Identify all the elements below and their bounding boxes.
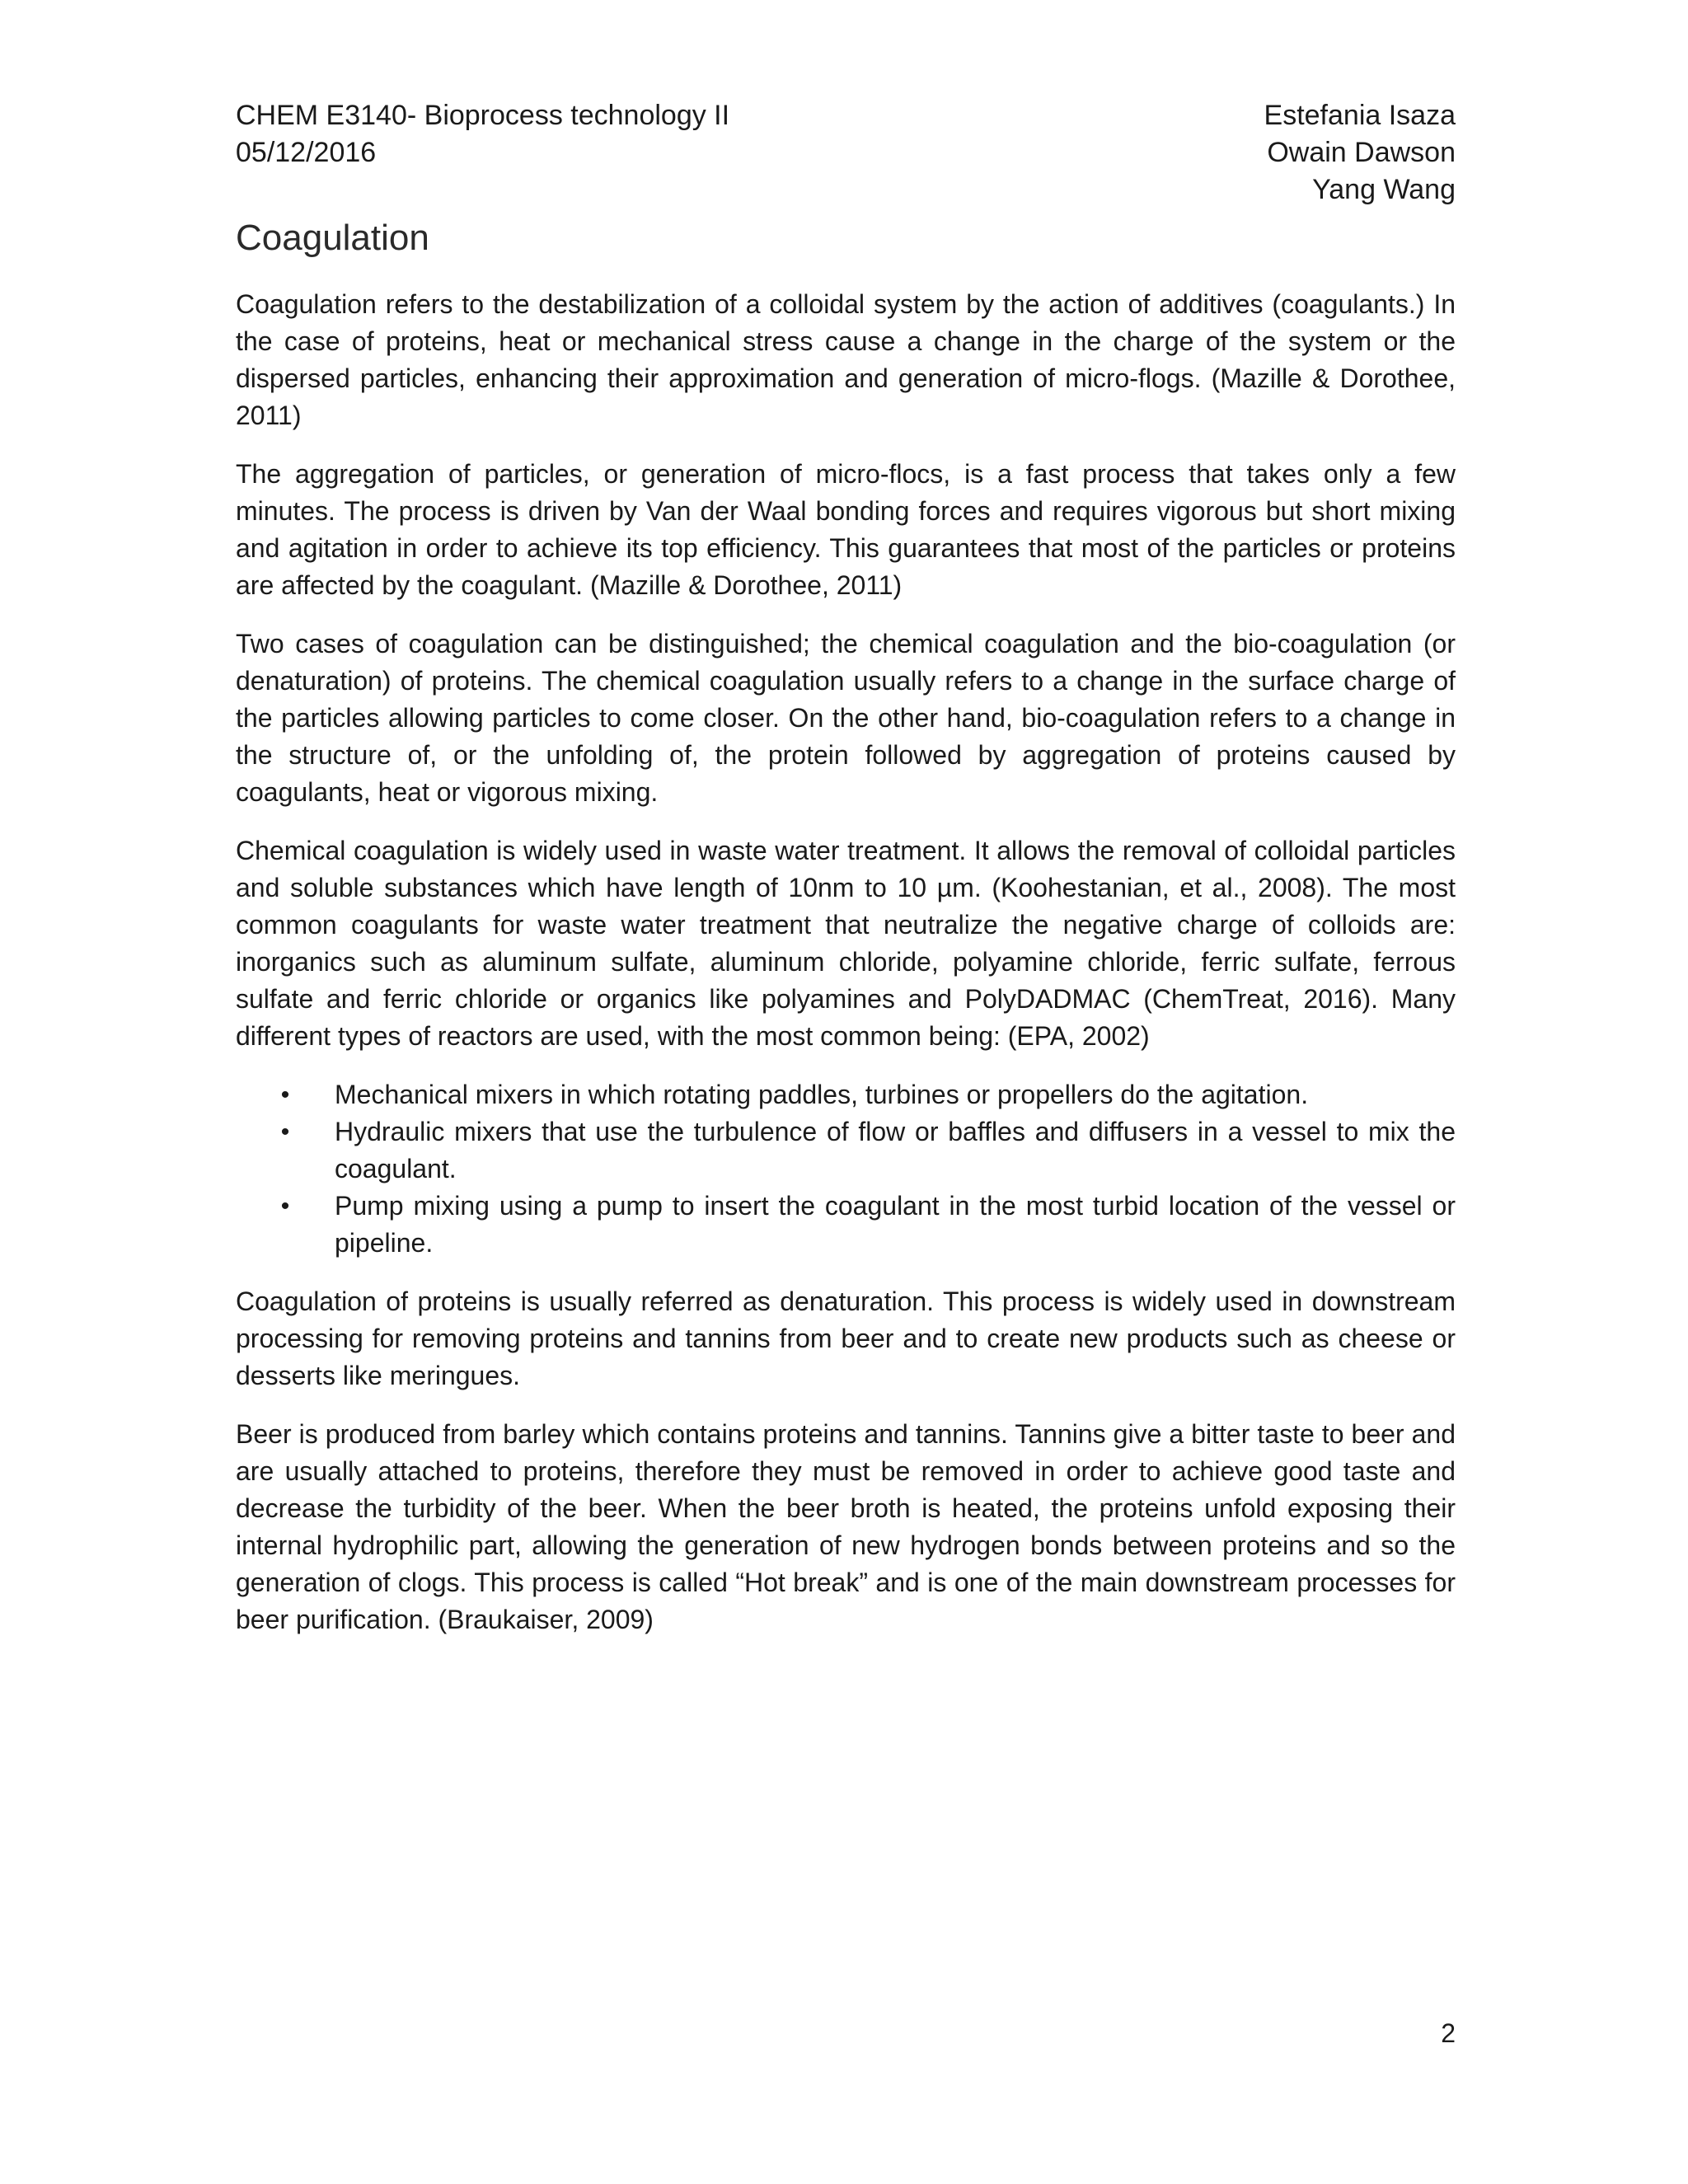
- paragraph: The aggregation of particles, or generation of micro-flocs, is a fast process that takes only a few minutes. The process is driven by Van der Waal bonding forces and requires vigorous but short mixing and agitation in order to achieve its top efficiency. This guarantees that most of the particles or proteins are affected by the coagulant. (Mazille & Dorothee, 2011): [236, 459, 1456, 600]
- author-name: Estefania Isaza: [1264, 100, 1456, 131]
- header-left: [236, 97, 729, 209]
- reactor-types-list: [236, 1076, 1456, 1262]
- author-name: Yang Wang: [1312, 174, 1456, 205]
- page-content: [236, 97, 1456, 1660]
- document-date: 05/12/2016: [236, 137, 377, 168]
- list-item: [236, 1076, 1456, 1113]
- page-header: [236, 97, 1456, 209]
- section-title: Coagulation: [236, 218, 429, 258]
- paragraph: Beer is produced from barley which contains proteins and tannins. Tannins give a bitter taste to beer and are usually attached to proteins, therefore they must be removed in order to achieve good taste and decrease the turbidity of the beer. When the beer broth is heated, the proteins unfold exposing their internal hydrophilic part, allowing the generation of new hydrogen bonds between proteins and so the generation of clogs. This process is called “Hot break” and is one of the main downstream processes for beer purification. (Braukaiser, 2009): [236, 1419, 1456, 1634]
- author-list: [1264, 97, 1456, 209]
- paragraph: Chemical coagulation is widely used in waste water treatment. It allows the removal of colloidal particles and soluble substances which have length of 10nm to 10 µm. (Koohestanian, et al., 2008). The most common coagulants for waste water treatment that neutralize the negative charge of colloids are: inorganics such as aluminum sulfate, aluminum chloride, polyamine chloride, ferric sulfate, ferrous sulfate and ferric chloride or organics like polyamines and PolyDADMAC (ChemTreat, 2016). Many different types of reactors are used, with the most common being: (EPA, 2002): [236, 836, 1456, 1051]
- bullet-icon: •: [280, 1193, 290, 1220]
- page-number: 2: [1441, 2018, 1456, 2048]
- paragraph: Two cases of coagulation can be distinguished; the chemical coagulation and the bio-coagulation (or denaturation) of proteins. The chemical coagulation usually refers to a change in the surface charge of the particles allowing particles to come closer. On the other hand, bio-coagulation refers to a change in the structure of, or the unfolding of, the protein followed by aggregation of proteins caused by coagulants, heat or vigorous mixing.: [236, 629, 1456, 807]
- course-title: CHEM E3140- Bioprocess technology II: [236, 100, 730, 131]
- list-item: [236, 1188, 1456, 1262]
- list-item-text: Hydraulic mixers that use the turbulence of flow or baffles and diffusers in a vessel to mix the coagulant.: [335, 1117, 1456, 1183]
- bullet-icon: •: [280, 1081, 290, 1108]
- list-item-text: Mechanical mixers in which rotating paddles, turbines or propellers do the agitation.: [335, 1080, 1309, 1109]
- author-name: Owain Dawson: [1267, 137, 1456, 168]
- list-item: [236, 1113, 1456, 1188]
- list-item-text: Pump mixing using a pump to insert the coagulant in the most turbid location of the vessel or pipeline.: [335, 1191, 1456, 1258]
- paragraph: Coagulation refers to the destabilization of a colloidal system by the action of additives (coagulants.) In the case of proteins, heat or mechanical stress cause a change in the charge of the system or the dispersed particles, enhancing their approximation and generation of micro-flogs. (Mazille & Dorothee, 2011): [236, 289, 1456, 430]
- paragraph: Coagulation of proteins is usually referred as denaturation. This process is widely used in downstream processing for removing proteins and tannins from beer and to create new products such as cheese or desserts like meringues.: [236, 1286, 1456, 1390]
- bullet-icon: •: [280, 1118, 290, 1146]
